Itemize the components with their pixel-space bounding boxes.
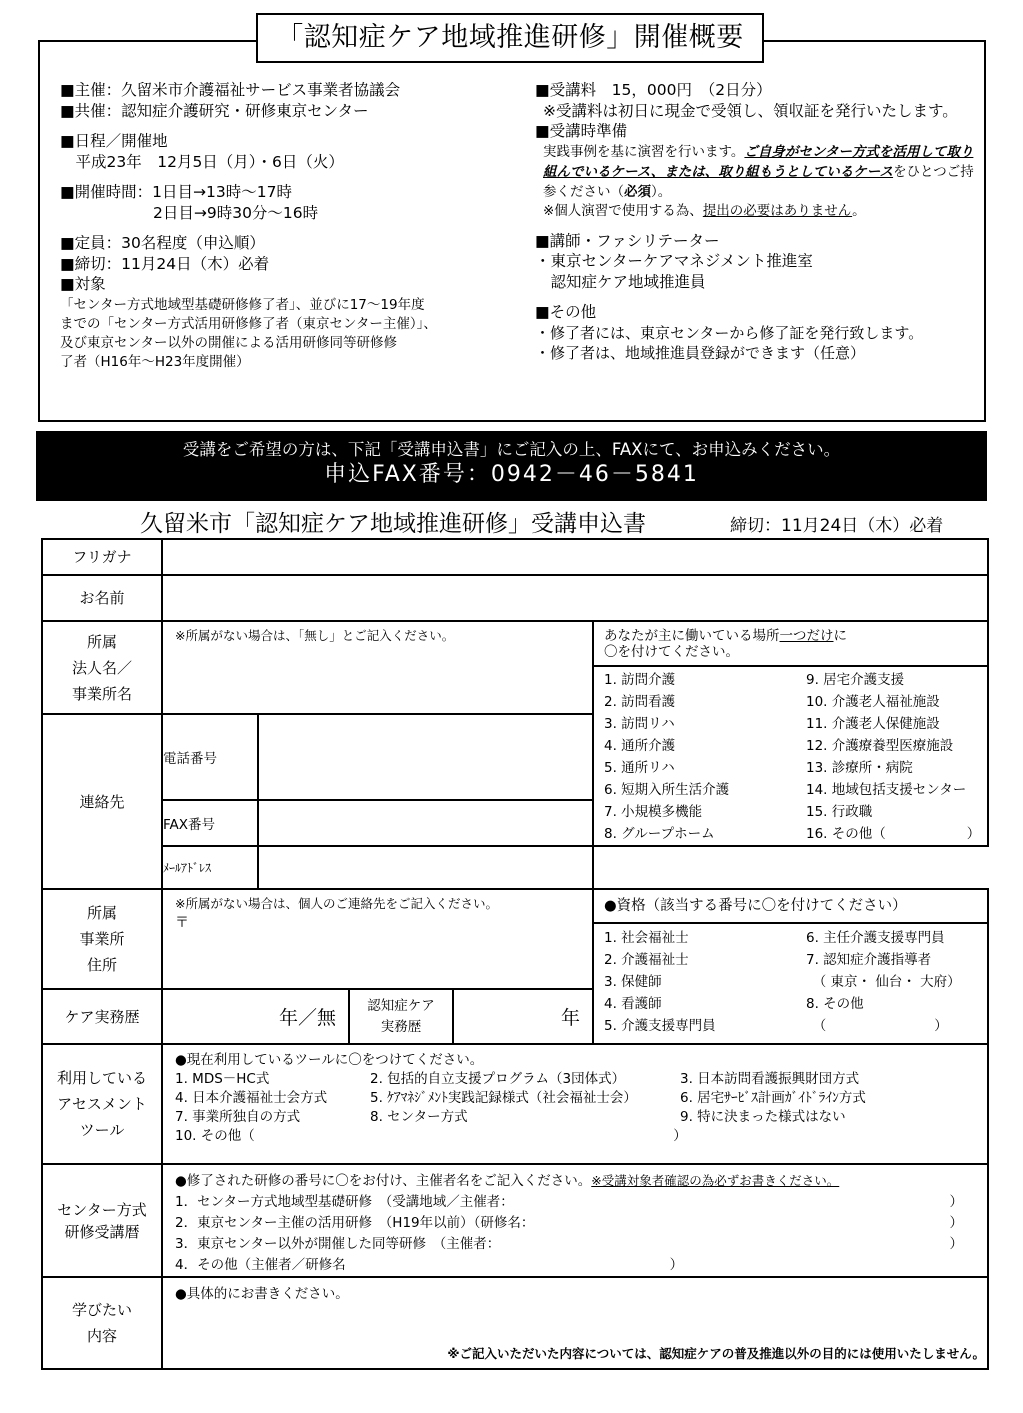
course-option-close: ） — [949, 1215, 964, 1231]
course-option-text: 2．東京センター主催の活用研修 （H19年以前）（研修名： — [175, 1215, 535, 1231]
course-option-text: 3．東京センター以外が開催した同等研修 （主催者： — [175, 1236, 501, 1252]
qualification-option[interactable]: 1. 社会福祉士 — [604, 930, 689, 946]
postal-mark: 〒 — [175, 915, 189, 931]
course-option[interactable] — [175, 1192, 987, 1213]
tools-row — [175, 1089, 987, 1108]
workplace-option[interactable]: 3. 訪問リハ — [604, 716, 675, 732]
tool-option[interactable]: 3. 日本訪問看護振興財団方式 — [680, 1071, 860, 1087]
tool-option[interactable]: 7. 事業所独自の方式 — [175, 1109, 301, 1125]
name-label: お名前 — [42, 575, 162, 621]
tools-heading: ●現在利用しているツールに〇をつけてください。 — [175, 1052, 484, 1068]
care-exp-label: ケア実務歴 — [42, 989, 162, 1044]
course-heading-note: ※受講対象者確認の為必ずお書きください。 — [591, 1173, 840, 1188]
overview-line: ■開催時間：1日目→13時～17時 — [60, 183, 292, 201]
overview-line: ■共催：認知症介護研究・研修東京センター — [60, 101, 369, 120]
fee-note: ※受講料は初日に現金で受領し、領収証を発行いたします。 — [543, 101, 958, 120]
qualification-option[interactable]: 3. 保健師 — [604, 974, 662, 990]
dementia-exp-field[interactable]: 年 — [453, 989, 593, 1044]
contact-label: 連絡先 — [42, 714, 162, 889]
workplace-option[interactable]: 4. 通所介護 — [604, 738, 676, 754]
furigana-field[interactable] — [162, 539, 988, 575]
overview-line: 平成23年 12月5日（月）・6日（火） — [60, 152, 344, 171]
learn-hint: ●具体的にお書きください。 — [175, 1286, 349, 1302]
workplace-options-right — [806, 669, 987, 845]
workplace-option[interactable]: 10. 介護老人福祉施設 — [806, 694, 940, 710]
course-list — [163, 1165, 987, 1276]
address-field[interactable] — [162, 889, 593, 989]
overview-line: ■対象 — [60, 275, 106, 293]
course-option[interactable] — [175, 1234, 987, 1255]
phone-label: 電話番号 — [162, 714, 258, 800]
workplace-options — [594, 667, 987, 845]
course-option[interactable] — [175, 1255, 987, 1276]
prep-text — [535, 142, 980, 202]
qualification-cell — [593, 889, 988, 1044]
overview-line: ■締切：11月24日（木）必着 — [60, 254, 270, 273]
learn-label: 学びたい 内容 — [42, 1277, 162, 1369]
prep-note-underlined: 提出の必要はありません — [702, 202, 853, 219]
prep-text-3: ）。 — [651, 183, 672, 200]
course-option[interactable] — [175, 1213, 987, 1234]
tool-option[interactable]: 9. 特に決まった様式はない — [680, 1109, 846, 1125]
workplace-option[interactable]: 7. 小規模多機能 — [604, 804, 703, 820]
course-option-text: 1．センター方式地域型基礎研修 （受講地域／主催者： — [175, 1194, 514, 1210]
fee: ■受講料 15，000円 （2日分） — [535, 81, 772, 99]
qualification-option[interactable]: 8. その他 — [806, 996, 864, 1012]
other-line: ・修了者は、地域推進員登録ができます（任意） — [535, 344, 866, 362]
course-label: センター方式 研修受講暦 — [42, 1164, 162, 1277]
phone-field[interactable] — [258, 714, 593, 800]
form-title: 久留米市「認知症ケア地域推進研修」受講申込書 — [140, 511, 646, 537]
workplace-options-left — [604, 669, 806, 845]
lecturer-line: ・東京センターケアマネジメント推進室 — [535, 252, 813, 270]
workplace-option[interactable]: 1. 訪問介護 — [604, 672, 676, 688]
workplace-option[interactable]: 11. 介護老人保健施設 — [806, 716, 940, 732]
target-line: までの「センター方式活用研修修了者（東京センター主催）」、 — [60, 315, 437, 332]
workplace-question-3: 〇を付けてください。 — [604, 644, 739, 660]
tool-option[interactable]: 5. ｹｱﾏﾈｼﾞﾒﾝﾄ実践記録様式（社会福祉士会） — [370, 1090, 637, 1106]
affiliation-field[interactable] — [162, 621, 593, 714]
overview-line: ■主催：久留米市介護福祉サービス事業者協議会 — [60, 81, 401, 99]
overview-line: ■定員：30名程度（申込順） — [60, 234, 265, 252]
qualification-options-left — [604, 927, 806, 1037]
name-field[interactable] — [162, 575, 988, 621]
email-field[interactable] — [258, 846, 593, 889]
workplace-option[interactable]: 9. 居宅介護支援 — [806, 672, 905, 688]
lecturer-heading: ■講師・ファシリテーター — [535, 231, 720, 250]
address-label: 所属 事業所 住所 — [42, 889, 162, 989]
prep-text-1: 実践事例を基に演習を行います。 — [543, 143, 745, 160]
course-option-close — [963, 1255, 987, 1276]
prep-note — [535, 202, 980, 221]
affiliation-hint: ※所属がない場合は、「無し」とご記入ください。 — [175, 628, 455, 643]
qualification-option[interactable]: 5. 介護支援専門員 — [604, 1018, 716, 1034]
workplace-option[interactable]: 14. 地域包括支援センター — [806, 782, 967, 798]
tool-option[interactable]: 1. MDS－HC式 — [175, 1071, 270, 1087]
care-exp-field[interactable]: 年／無 — [162, 989, 349, 1044]
workplace-question-2: に — [833, 628, 847, 644]
fax-number: 申込FAX番号：0942－46－5841 — [324, 462, 699, 487]
qualification-option[interactable]: 2. 介護福祉士 — [604, 952, 689, 968]
course-field[interactable] — [162, 1164, 988, 1277]
tools-label: 利用している アセスメント ツール — [42, 1044, 162, 1164]
course-option-text: 4．その他（主催者／研修名 ） — [175, 1257, 684, 1273]
workplace-question-underlined: 一つだけ — [779, 628, 834, 644]
course-rows — [175, 1192, 987, 1276]
qualification-options-right — [806, 927, 987, 1037]
other-line: ・修了者には、東京センターから修了証を発行致します。 — [535, 323, 924, 342]
target-line: 「センター方式地域型基礎研修修了者」、並びに17～19年度 — [60, 296, 425, 313]
qualification-option[interactable]: 4. 看護師 — [604, 996, 662, 1012]
email-label: ﾒｰﾙｱﾄﾞﾚｽ — [162, 846, 258, 889]
affiliation-label: 所属 法人名／ 事業所名 — [42, 621, 162, 714]
workplace-option[interactable]: 13. 診療所・病院 — [806, 760, 913, 776]
tools-row — [175, 1108, 987, 1127]
fax-field[interactable] — [258, 800, 593, 846]
target-line: 及び東京センター以外の開催による活用研修同等研修修 — [60, 334, 397, 351]
target-text — [60, 296, 510, 372]
overview-right-column — [535, 80, 980, 364]
prep-emphasis: ご自身がセンター方式を活用して取り組んでいるケース、または、取り組もうとしているケース — [543, 143, 974, 180]
overview-left-column — [60, 80, 510, 372]
other-heading: ■その他 — [535, 303, 597, 321]
prep-text-2: をひとつご持参ください（ — [543, 163, 974, 200]
workplace-option[interactable]: 6. 短期入所生活介護 — [604, 782, 730, 798]
dementia-exp-label: 認知症ケア 実務歴 — [349, 989, 453, 1044]
qualification-option[interactable]: 7. 認知症介護指導者 — [806, 952, 932, 968]
prep-heading: ■受講時準備 — [535, 122, 628, 140]
overview-line: ■日程／開催地 — [60, 132, 168, 150]
qualification-option[interactable]: （ ） — [806, 1018, 948, 1034]
tool-option-other[interactable]: 10. その他（ ） — [175, 1128, 687, 1144]
overview-title: 「認知症ケア地域推進研修」開催概要 — [256, 13, 764, 63]
course-heading — [175, 1170, 987, 1192]
tool-option[interactable]: 6. 居宅ｻｰﾋﾞｽ計画ｶﾞｲﾄﾞﾗｲﾝ方式 — [680, 1090, 866, 1106]
qualification-option[interactable]: （ 東京・ 仙台・ 大府） — [806, 974, 961, 990]
workplace-cell — [593, 621, 988, 846]
tool-option[interactable]: 2. 包括的自立支援プログラム（3団体式） — [370, 1071, 626, 1087]
fax-banner — [36, 431, 987, 501]
form-deadline: 締切：11月24日（木）必着 — [730, 516, 944, 536]
tool-option[interactable]: 8. センター方式 — [370, 1109, 468, 1125]
footnote: ※ご記入いただいた内容については、認知症ケアの普及推進以外の目的には使用いたしません。 — [447, 1346, 985, 1361]
qualification-options — [594, 924, 987, 1037]
target-line: 了者（H16年～H23年度開催） — [60, 353, 250, 370]
overview-line: 2日目→9時30分～16時 — [60, 203, 319, 222]
tools-list — [163, 1045, 987, 1146]
address-hint: ※所属がない場合は、個人のご連絡先をご記入ください。 — [175, 896, 498, 911]
workplace-option[interactable]: 12. 介護療養型医療施設 — [806, 738, 954, 754]
prep-note-2: 。 — [852, 202, 866, 219]
prep-required: 必須 — [624, 183, 651, 200]
course-heading-text: ●修了された研修の番号に〇をお付け、主催者名をご記入ください。 — [175, 1173, 592, 1189]
course-option-close: ） — [949, 1236, 964, 1252]
qualification-option[interactable]: 6. 主任介護支援専門員 — [806, 930, 945, 946]
tools-rows — [175, 1070, 987, 1127]
furigana-label: フリガナ — [42, 539, 162, 575]
qualification-heading: ●資格（該当する番号に〇を付けてください） — [594, 890, 987, 924]
application-form — [41, 538, 989, 1370]
workplace-option[interactable]: 5. 通所リハ — [604, 760, 675, 776]
tools-field[interactable] — [162, 1044, 988, 1164]
tools-row — [175, 1070, 987, 1089]
lecturer-line: 認知症ケア地域推進員 — [535, 272, 706, 291]
workplace-option[interactable]: 15. 行政職 — [806, 804, 873, 820]
tool-option[interactable]: 4. 日本介護福祉士会方式 — [175, 1090, 328, 1106]
workplace-question-1: あなたが主に働いている場所 — [604, 628, 780, 644]
banner-instruction: 受講をご希望の方は、下記「受講申込書」にご記入の上、FAXにて、お申込みください。 — [182, 440, 841, 459]
workplace-question — [594, 622, 987, 667]
workplace-option[interactable]: 8. グループホーム — [604, 826, 715, 842]
prep-note-1: ※個人演習で使用する為、 — [543, 202, 703, 219]
workplace-option[interactable]: 2. 訪問看護 — [604, 694, 676, 710]
fax-label: FAX番号 — [162, 800, 258, 846]
course-option-close: ） — [949, 1194, 964, 1210]
workplace-option[interactable]: 16. その他（ ） — [806, 826, 981, 842]
